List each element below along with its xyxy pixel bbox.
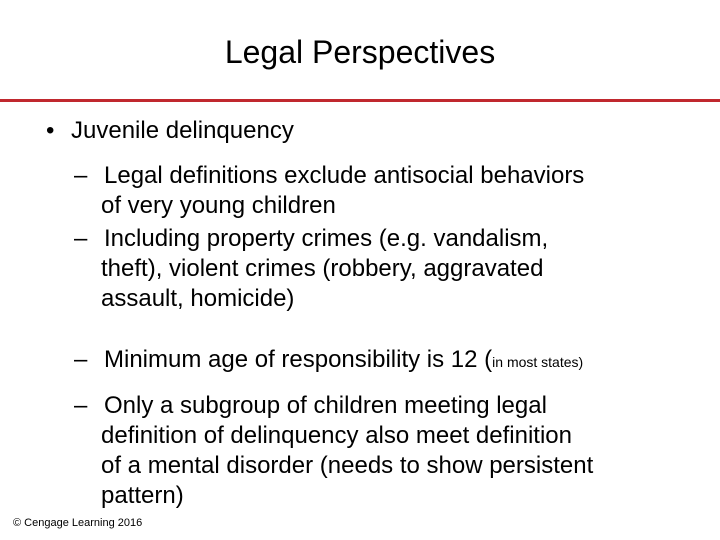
bullet-text: Juvenile delinquency — [71, 117, 294, 144]
subbullet-marker: – — [74, 346, 88, 373]
subbullet-line: pattern) — [101, 482, 184, 509]
subbullet-marker: – — [74, 392, 88, 419]
subbullet-line — [74, 345, 583, 377]
subbullet-line: assault, homicide) — [101, 285, 295, 312]
age-text: Minimum age of responsibility is 12 ( — [104, 346, 493, 373]
subbullet-marker: – — [74, 225, 88, 252]
subbullet-minimum-age — [74, 345, 583, 377]
subbullet-marker: – — [74, 162, 88, 189]
subbullet-legal-definitions — [74, 161, 584, 221]
subbullet-line: Legal definitions exclude antisocial behaviors — [104, 162, 585, 189]
subbullet-line: theft), violent crimes (robbery, aggravated — [101, 255, 544, 282]
subbullet-line: Including property crimes (e.g. vandalism, — [104, 225, 549, 252]
subbullet-crimes — [74, 224, 548, 314]
subbullet-line: definition of delinquency also meet definition — [101, 422, 572, 449]
bullet-marker: • — [46, 117, 55, 144]
subbullet-line: Only a subgroup of children meeting legal — [104, 392, 547, 419]
copyright-footer: © Cengage Learning 2016 — [13, 517, 143, 529]
age-note: in most states) — [492, 354, 584, 370]
subbullet-subgroup — [74, 391, 593, 511]
bullet-juvenile-delinquency — [46, 116, 294, 146]
slide-title: Legal Perspectives — [224, 34, 496, 70]
subbullet-line: of a mental disorder (needs to show persistent — [101, 452, 594, 479]
subbullet-line: of very young children — [101, 192, 336, 219]
title-divider — [0, 99, 720, 102]
